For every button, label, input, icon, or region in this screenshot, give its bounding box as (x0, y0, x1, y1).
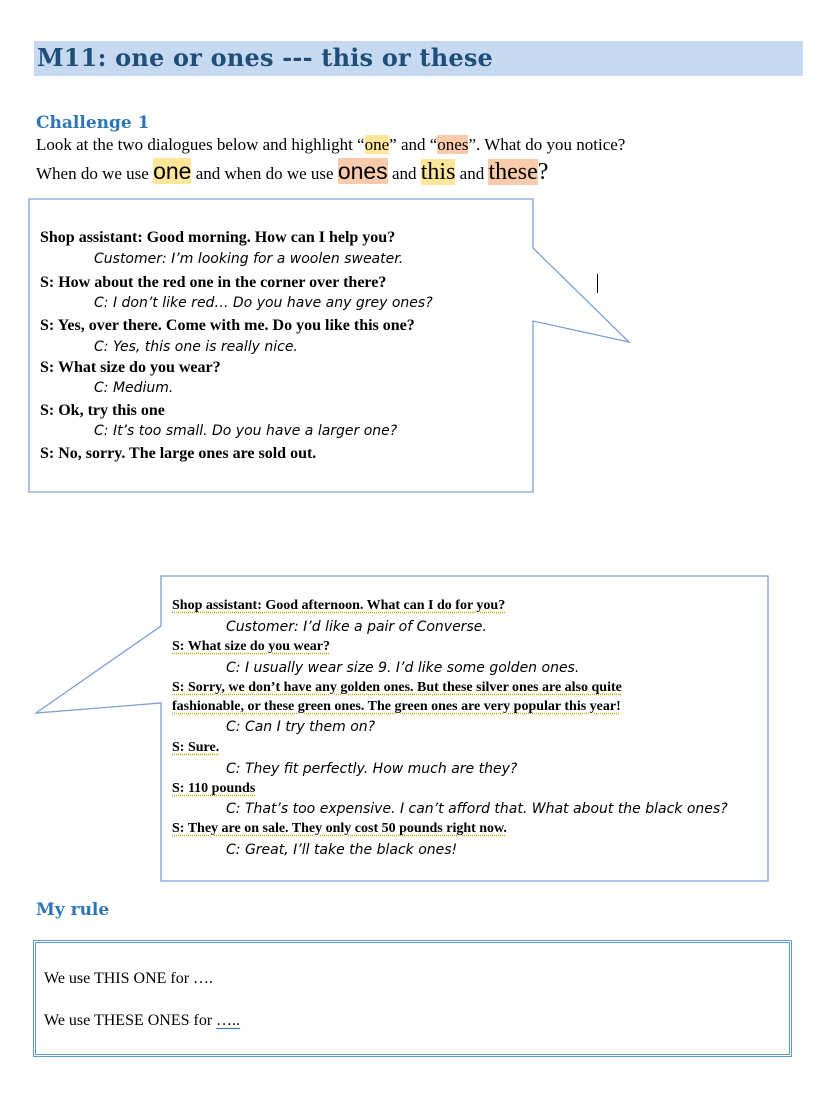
my-rule-heading: My rule (36, 900, 110, 920)
rule-blank[interactable]: ….. (216, 1012, 241, 1029)
big-one: one (153, 158, 192, 184)
dialogue-line: S: Yes, over there. Come with me. Do you like this one? (40, 317, 415, 334)
dialogue-line: Shop assistant: Good morning. How can I help you? (40, 229, 396, 246)
dialogue-line: C: Medium. (94, 380, 174, 396)
highlight-one: one (364, 135, 390, 154)
rule-text: We use THESE ONES for (44, 1012, 217, 1029)
question-mark: ? (537, 159, 549, 185)
dialogue-line: C: Great, I’ll take the black ones! (226, 842, 458, 858)
question-text: When do we use (36, 164, 154, 183)
dialogue-line: S: 110 pounds (172, 781, 256, 796)
text-cursor (597, 274, 598, 293)
dialogue-line: S: They are on sale. They only cost 50 pounds right now. (172, 821, 507, 836)
dialogue-line: S: No, sorry. The large ones are sold out. (40, 445, 317, 462)
dialogue-line: Customer: I’d like a pair of Converse. (226, 619, 487, 635)
highlight-ones: ones (437, 135, 469, 154)
rule-line-this-one[interactable]: We use THIS ONE for …. (44, 970, 214, 987)
dialogue-line: C: Can I try them on? (226, 719, 376, 735)
dialogue-line: S: How about the red one in the corner over there? (40, 274, 387, 291)
page-title: M11: one or ones --- this or these (37, 43, 494, 72)
rule-line-these-ones[interactable] (44, 1012, 240, 1030)
big-these: these (488, 159, 538, 185)
dialogue-line: C: Yes, this one is really nice. (94, 339, 298, 355)
big-this: this (420, 159, 456, 185)
instruction-text: ” and “ (389, 135, 438, 154)
question-text: and when do we use (191, 164, 338, 183)
dialogue-line: S: Sorry, we don’t have any golden ones. But these silver ones are also quite (172, 680, 622, 695)
dialogue-line: S: Ok, try this one (40, 402, 165, 419)
challenge-heading: Challenge 1 (36, 113, 150, 133)
dialogue-line: S: What size do you wear? (172, 639, 331, 654)
dialogue-line: C: That’s too expensive. I can’t afford that. What about the black ones? (226, 801, 728, 817)
question-text: and (387, 164, 421, 183)
dialogue-line: S: Sure. (172, 740, 220, 755)
question-text: and (455, 164, 489, 183)
dialogue-line: C: It’s too small. Do you have a larger one? (94, 423, 398, 439)
dialogue-line: S: What size do you wear? (40, 359, 221, 376)
dialogue-line: fashionable, or these green ones. The green ones are very popular this year! (172, 699, 621, 714)
dialogue-line: Customer: I’m looking for a woolen sweater. (94, 251, 404, 267)
dialogue-line: C: I usually wear size 9. I’d like some golden ones. (226, 660, 580, 676)
dialogue-line: Shop assistant: Good afternoon. What can I do for you? (172, 598, 506, 613)
dialogue-line: C: I don’t like red… Do you have any grey ones? (94, 295, 433, 311)
instruction-text: ”. What do you notice? (468, 135, 626, 154)
dialogue-line: C: They fit perfectly. How much are they? (226, 761, 518, 777)
rule-box[interactable] (33, 940, 792, 1057)
big-ones: ones (337, 158, 388, 184)
instruction-text: Look at the two dialogues below and highlight “ (36, 135, 365, 154)
